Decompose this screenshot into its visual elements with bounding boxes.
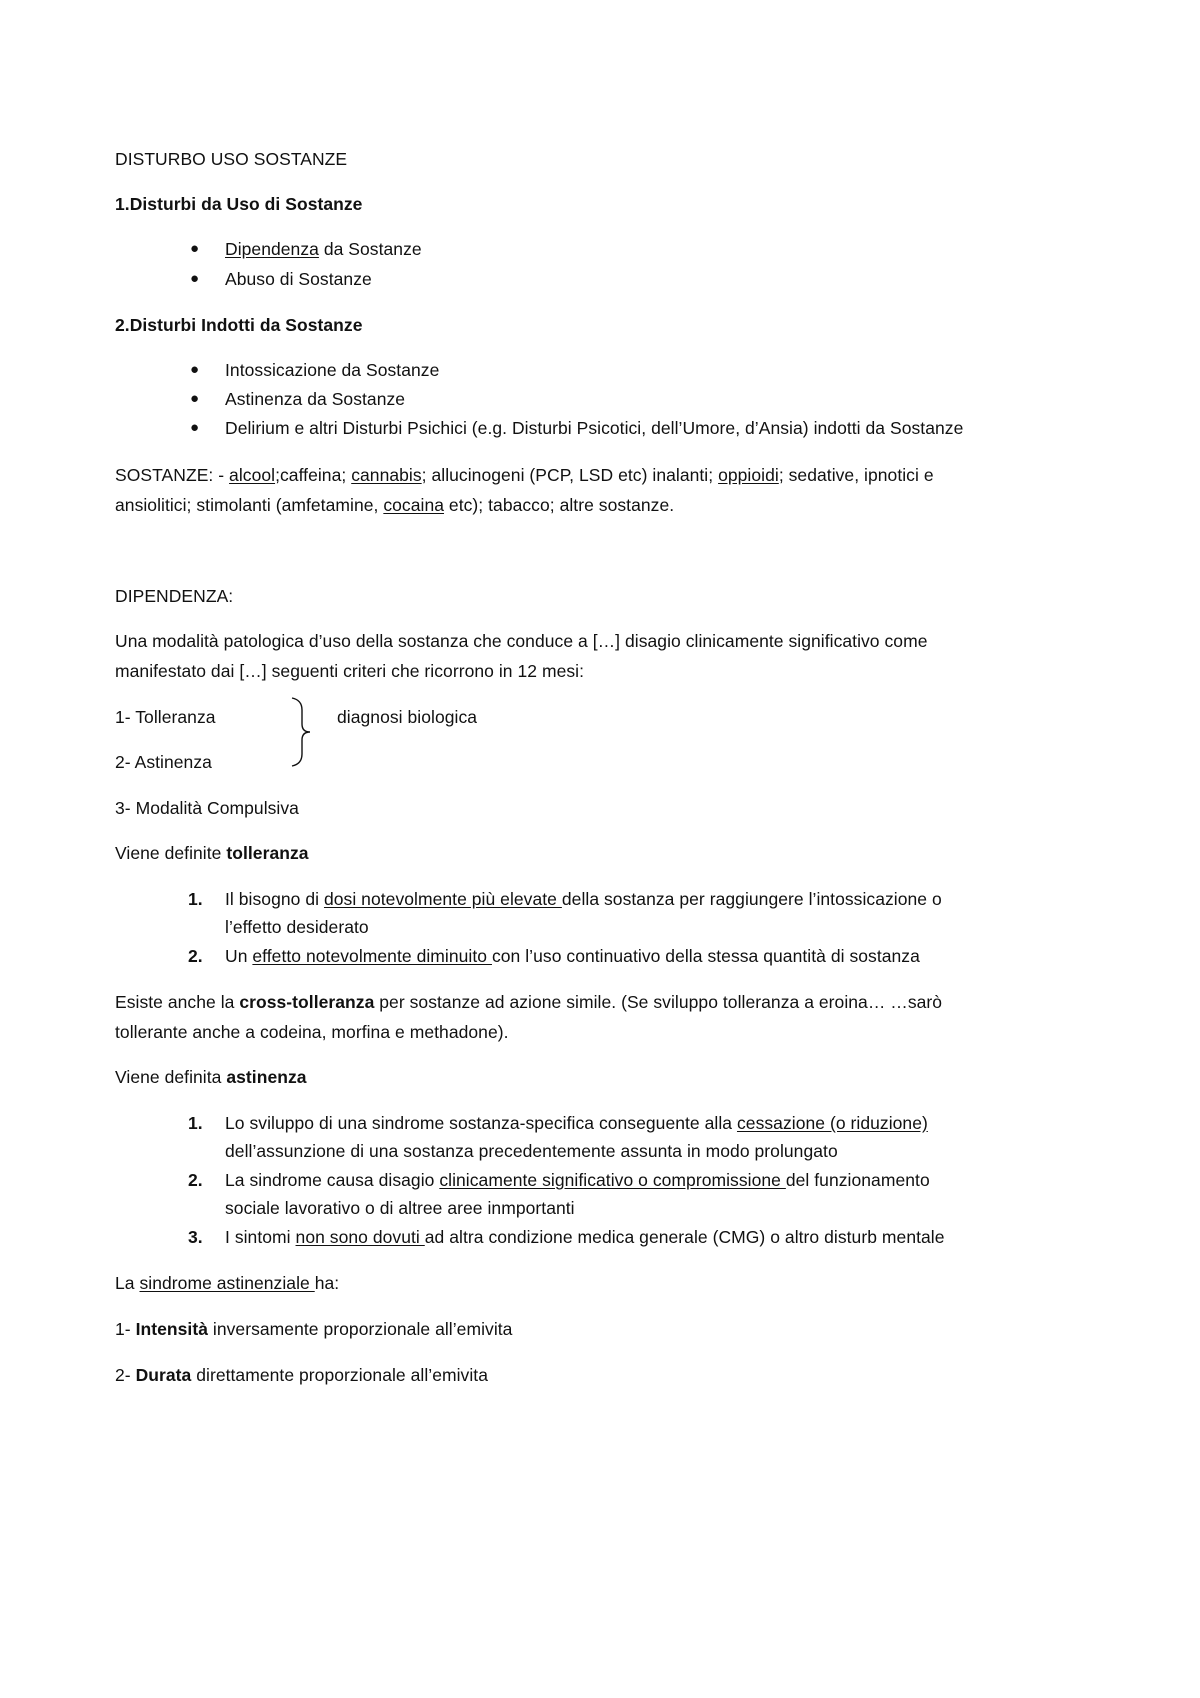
list-number: 3.: [188, 1227, 203, 1247]
cross-tolleranza-line-1: Esiste anche la cross-tolleranza per sostanze ad azione simile. (Se sviluppo tolleranza a eroina… …sarò: [115, 992, 943, 1012]
dipendenza-line-2: manifestato dai […] seguenti criteri che ricorrono in 12 mesi:: [115, 661, 585, 681]
bullet-icon: ●: [190, 361, 200, 378]
tolleranza-intro: Viene definite tolleranza: [115, 843, 309, 863]
bullet-icon: ●: [190, 270, 200, 287]
list-number: 2.: [188, 1170, 203, 1190]
list-item: Delirium e altri Disturbi Psichici (e.g. Disturbi Psicotici, dell’Umore, d’Ansia) indotti da Sostanze: [225, 418, 964, 438]
bullet-icon: ●: [190, 240, 200, 257]
criterion-3: 3- Modalità Compulsiva: [115, 798, 299, 818]
right-brace-icon: [290, 696, 314, 768]
astinenza-intro: Viene definita astinenza: [115, 1067, 307, 1087]
list-item: Intossicazione da Sostanze: [225, 360, 440, 380]
sostanze-line-1: SOSTANZE: - alcool;caffeina; cannabis; allucinogeni (PCP, LSD etc) inalanti; oppioidi; sedative, ipnotici e: [115, 465, 934, 485]
sindrome-intro: La sindrome astinenziale ha:: [115, 1273, 340, 1293]
section-2-heading: 2.Disturbi Indotti da Sostanze: [115, 315, 363, 335]
tolleranza-item-1-cont: l’effetto desiderato: [225, 917, 369, 937]
dipendenza-line-1: Una modalità patologica d’uso della sostanza che conduce a […] disagio clinicamente significativo come: [115, 631, 928, 651]
section-1-heading: 1.Disturbi da Uso di Sostanze: [115, 194, 363, 214]
bullet-icon: ●: [190, 419, 200, 436]
document-title: DISTURBO USO SOSTANZE: [115, 149, 348, 169]
bullet-icon: ●: [190, 390, 200, 407]
cross-tolleranza-line-2: tollerante anche a codeina, morfina e methadone).: [115, 1022, 509, 1042]
dipendenza-heading: DIPENDENZA:: [115, 586, 234, 606]
astinenza-item-2: La sindrome causa disagio clinicamente significativo o compromissione del funzionamento: [225, 1170, 930, 1190]
criterion-1: 1- Tolleranza: [115, 707, 216, 727]
astinenza-item-2-cont: sociale lavorativo o di altree aree inmportanti: [225, 1198, 575, 1218]
list-item: Dipendenza da Sostanze: [225, 239, 422, 259]
sindrome-row-1: 1- Intensità inversamente proporzionale all’emivita: [115, 1319, 513, 1339]
brace-label: diagnosi biologica: [337, 707, 478, 727]
list-number: 1.: [188, 889, 203, 909]
list-item: Abuso di Sostanze: [225, 269, 372, 289]
tolleranza-item-1: Il bisogno di dosi notevolmente più elevate della sostanza per raggiungere l’intossicazione o: [225, 889, 942, 909]
underlined-term: Dipendenza: [225, 239, 319, 259]
list-number: 1.: [188, 1113, 203, 1133]
sindrome-row-2: 2- Durata direttamente proporzionale all’emivita: [115, 1365, 488, 1385]
astinenza-item-1-cont: dell’assunzione di una sostanza precedentemente assunta in modo prolungato: [225, 1141, 838, 1161]
astinenza-item-1: Lo sviluppo di una sindrome sostanza-specifica conseguente alla cessazione (o riduzione): [225, 1113, 928, 1133]
criterion-2: 2- Astinenza: [115, 752, 212, 772]
list-number: 2.: [188, 946, 203, 966]
tolleranza-item-2: Un effetto notevolmente diminuito con l’uso continuativo della stessa quantità di sostanza: [225, 946, 920, 966]
astinenza-item-3: I sintomi non sono dovuti ad altra condizione medica generale (CMG) o altro disturb mentale: [225, 1227, 945, 1247]
sostanze-line-2: ansiolitici; stimolanti (amfetamine, cocaina etc); tabacco; altre sostanze.: [115, 495, 675, 515]
list-item: Astinenza da Sostanze: [225, 389, 406, 409]
